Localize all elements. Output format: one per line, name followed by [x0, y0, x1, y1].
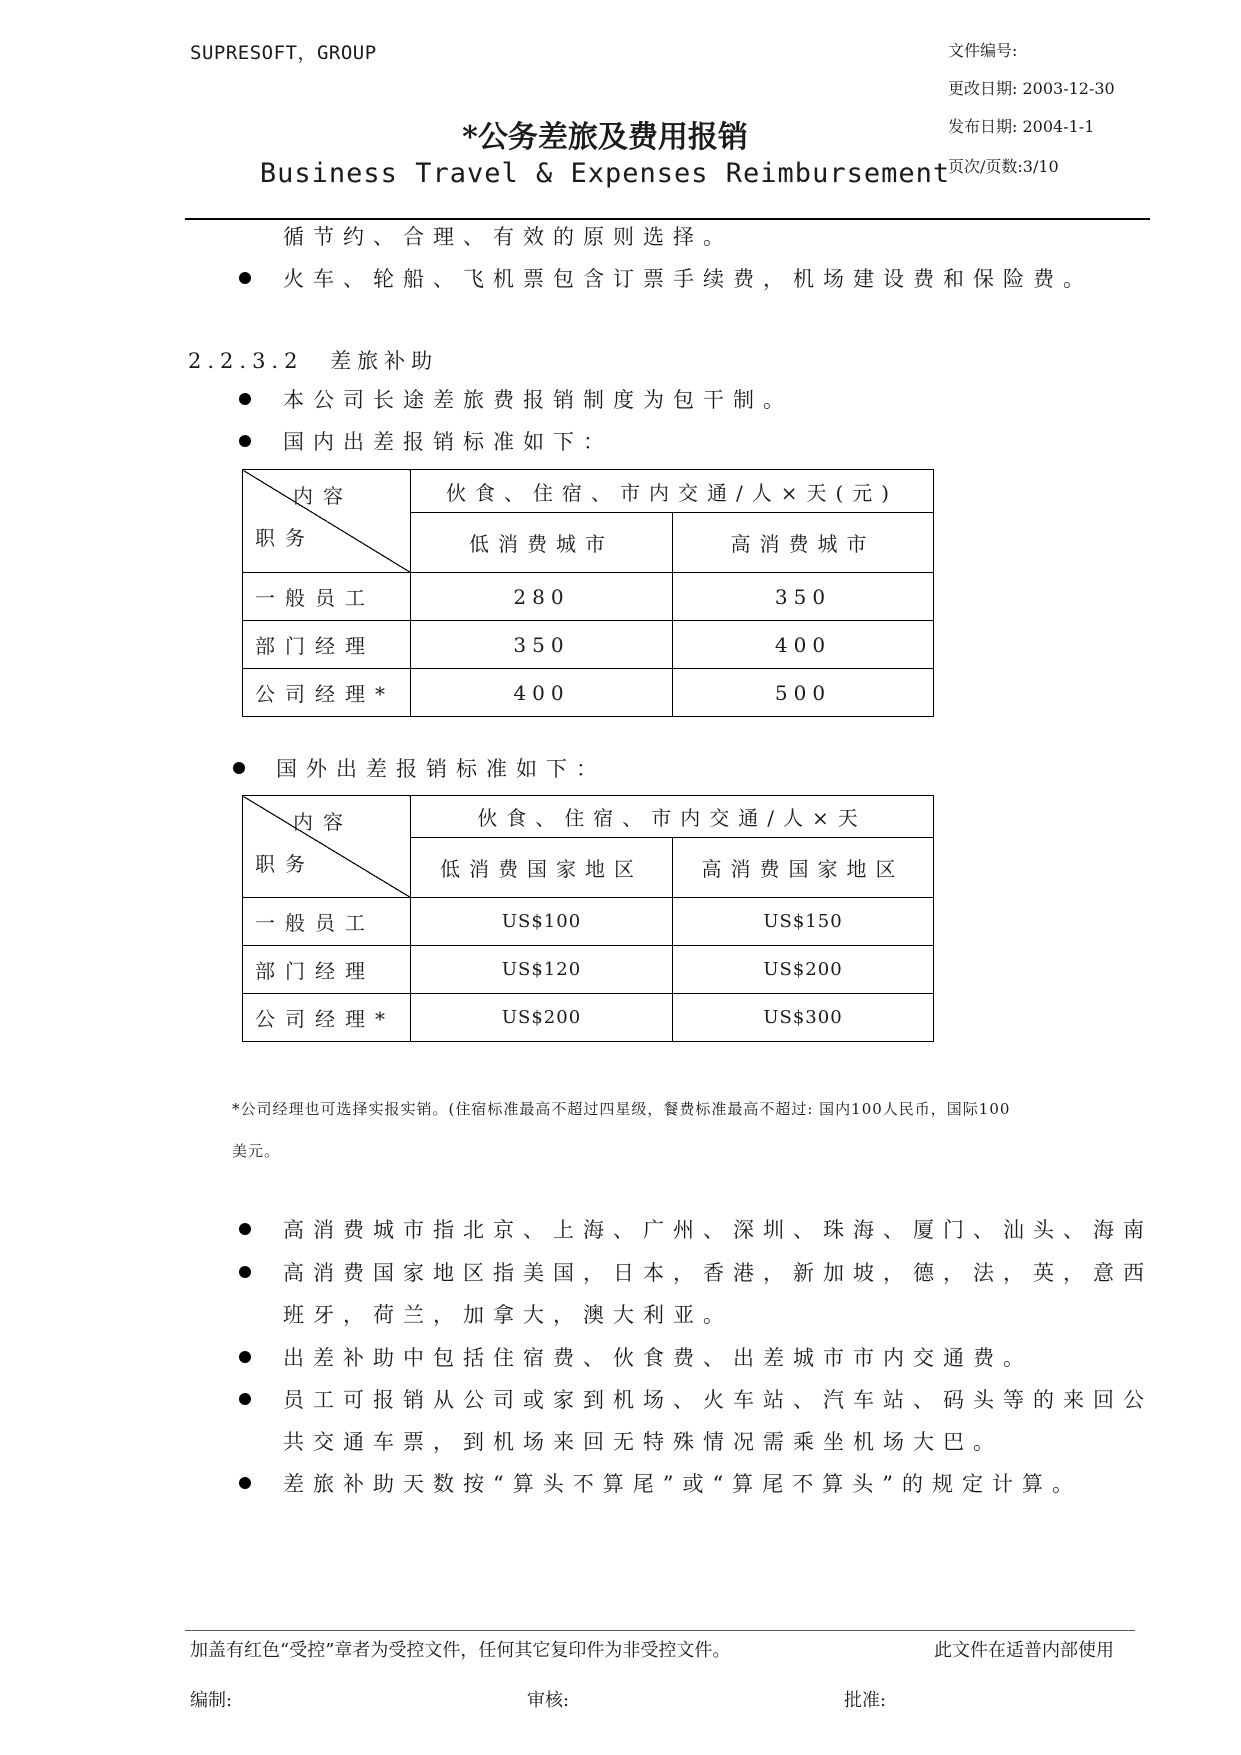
group-header: 伙食、住宿、市内交通/人×天 — [411, 796, 934, 838]
row-header: 公司经理* — [243, 669, 411, 717]
table-cell: 500 — [673, 669, 934, 717]
column-header-high: 高消费国家地区 — [673, 838, 934, 898]
revised-date: 更改日期: 2003-12-30 — [948, 79, 1115, 98]
footer-divider — [185, 1630, 1135, 1631]
reviewed-by-label: 审核: — [527, 1690, 570, 1711]
bullet-dot — [239, 1266, 251, 1278]
bullet-text-tickets: 火车、轮船、飞机票包含订票手续费，机场建设费和保险费。 — [283, 267, 1093, 291]
table-cell: 350 — [411, 621, 673, 669]
table-cell: US$150 — [673, 898, 934, 946]
row-header: 公司经理* — [243, 994, 411, 1042]
document-title-en: Business Travel & Expenses Reimbursement — [259, 158, 951, 189]
table-row — [243, 669, 934, 717]
doc-number-label: 文件编号: — [948, 41, 1018, 60]
bullet-dot — [239, 1223, 251, 1235]
continued-paragraph: 循节约、合理、有效的原则选择。 — [283, 225, 733, 249]
control-note: 加盖有红色“受控”章者为受控文件，任何其它复印件为非受控文件。 — [190, 1640, 731, 1661]
table-row — [243, 621, 934, 669]
table-row — [243, 946, 934, 994]
bullet-dot — [239, 272, 251, 284]
bullet-text-domestic: 国内出差报销标准如下： — [283, 430, 613, 454]
section-heading — [188, 345, 438, 375]
column-header-high: 高消费城市 — [673, 513, 934, 573]
corner-header-cell — [243, 796, 411, 898]
corner-label-content: 内容 — [293, 810, 353, 834]
corner-label-role: 职务 — [255, 526, 315, 550]
bullet-dot — [233, 762, 245, 774]
prepared-by-label: 编制: — [190, 1690, 233, 1711]
table-cell: 400 — [411, 669, 673, 717]
release-date: 发布日期: 2004-1-1 — [948, 117, 1095, 136]
column-header-low: 低消费国家地区 — [411, 838, 673, 898]
bullet-text-overseas: 国外出差报销标准如下： — [276, 757, 606, 781]
bullet-text-transport: 员工可报销从公司或家到机场、火车站、汽车站、码头等的来回公 — [283, 1388, 1153, 1412]
table-row — [243, 994, 934, 1042]
table-cell: US$100 — [411, 898, 673, 946]
bullet-text-high-countries: 高消费国家地区指美国，日本，香港，新加坡，德，法，英，意西 — [283, 1261, 1153, 1285]
table-cell: 400 — [673, 621, 934, 669]
bullet-text-transport-cont: 共交通车票，到机场来回无特殊情况需乘坐机场大巴。 — [283, 1430, 1003, 1454]
corner-label-role: 职务 — [255, 852, 315, 876]
section-number: 2.2.3.2 — [188, 349, 304, 373]
corner-header-cell — [243, 470, 411, 573]
approved-by-label: 批准: — [844, 1690, 887, 1711]
group-header: 伙食、住宿、市内交通/人×天(元) — [411, 470, 934, 513]
bullet-dot — [239, 1393, 251, 1405]
bullet-text-allowance-scope: 出差补助中包括住宿费、伙食费、出差城市市内交通费。 — [283, 1346, 1033, 1370]
table-cell: US$200 — [411, 994, 673, 1042]
footnote-line-1: *公司经理也可选择实报实销。(住宿标准最高不超过四星级，餐费标准最高不超过: 国内100人民币，国际100 — [232, 1100, 1011, 1118]
company-name: SUPRESOFT，GROUP — [190, 42, 377, 64]
row-header: 部门经理 — [243, 621, 411, 669]
table-cell: US$120 — [411, 946, 673, 994]
bullet-dot — [239, 1477, 251, 1489]
bullet-text-day-count: 差旅补助天数按“算头不算尾”或“算尾不算头”的规定计算。 — [283, 1472, 1082, 1496]
row-header: 一般员工 — [243, 573, 411, 621]
document-title-cn: *公务差旅及费用报销 — [462, 120, 748, 155]
internal-use-note: 此文件在适普内部使用 — [934, 1640, 1114, 1661]
overseas-standard-table — [242, 795, 934, 1042]
corner-label-content: 内容 — [293, 484, 353, 508]
column-header-low: 低消费城市 — [411, 513, 673, 573]
table-row — [243, 573, 934, 621]
section-title: 差旅补助 — [330, 349, 439, 373]
bullet-dot — [239, 435, 251, 447]
bullet-text-lump-sum: 本公司长途差旅费报销制度为包干制。 — [283, 388, 793, 412]
table-cell: US$200 — [673, 946, 934, 994]
header-divider — [185, 218, 1150, 220]
bullet-dot — [239, 393, 251, 405]
domestic-standard-table — [242, 469, 934, 717]
footnote-line-2: 美元。 — [232, 1142, 281, 1160]
table-cell: 280 — [411, 573, 673, 621]
bullet-dot — [239, 1351, 251, 1363]
row-header: 一般员工 — [243, 898, 411, 946]
row-header: 部门经理 — [243, 946, 411, 994]
bullet-text-high-cities: 高消费城市指北京、上海、广州、深圳、珠海、厦门、汕头、海南 — [283, 1218, 1153, 1242]
table-cell: 350 — [673, 573, 934, 621]
table-row — [243, 898, 934, 946]
page-number: 页次/页数:3/10 — [948, 157, 1059, 176]
bullet-text-high-countries-cont: 班牙，荷兰，加拿大，澳大利亚。 — [283, 1303, 733, 1327]
table-cell: US$300 — [673, 994, 934, 1042]
